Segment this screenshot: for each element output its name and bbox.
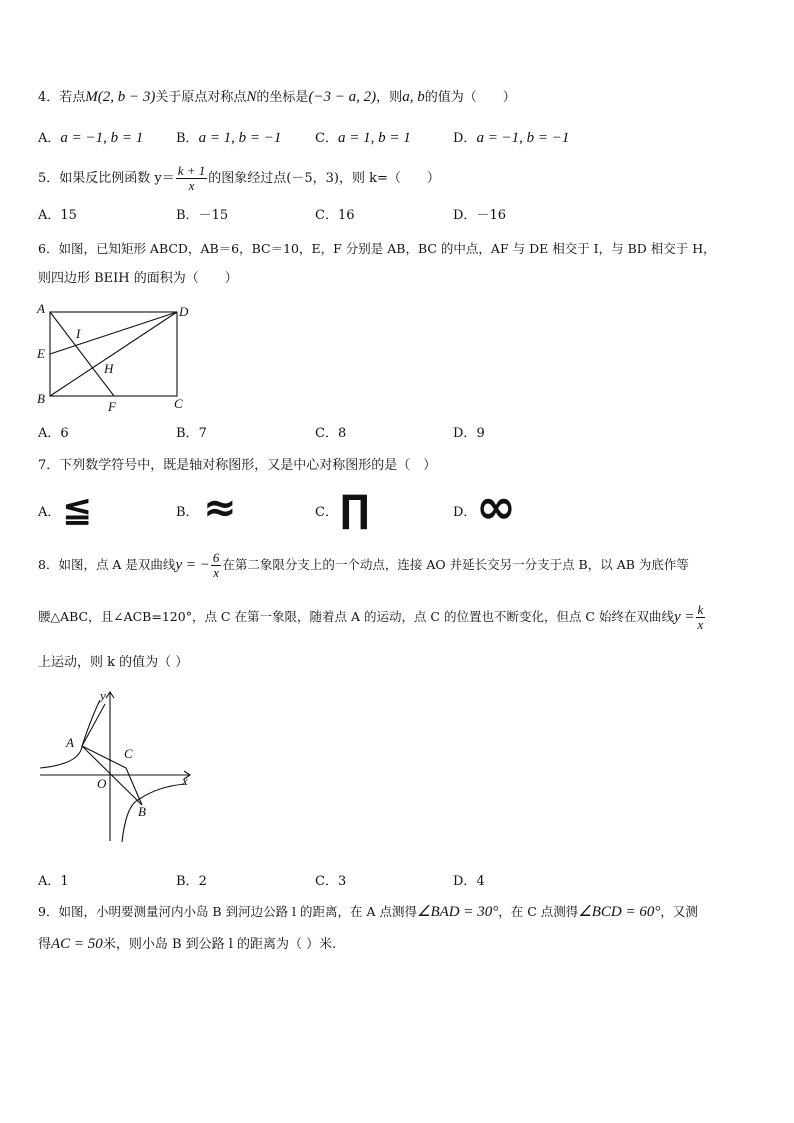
q8-hyperbola-figure	[34, 686, 204, 846]
label-d: D	[179, 304, 189, 319]
q4-stem	[38, 88, 516, 107]
q9-angle-bcd: ∠BCD = 60°	[578, 904, 661, 920]
label-a: A	[66, 735, 74, 750]
q6-option-c[interactable]: C．8	[315, 426, 347, 441]
q5-stem	[38, 163, 440, 195]
q9-line1: 9．如图，小明要测量河内小岛 B 到河边公路 l 的距离，在 A 点测得∠BAD = 30°，在 C 点测得∠BCD = 60°，又测	[38, 904, 698, 920]
segment-af	[50, 312, 114, 396]
q6-option-b[interactable]: B．7	[176, 426, 207, 441]
hyperbola-branch-2	[40, 700, 100, 768]
q9-ac-length: AC = 50	[51, 936, 103, 952]
q4-option-b[interactable]: B．a = 1, b = −1	[176, 130, 282, 146]
hyperbola-branch-4	[122, 784, 186, 842]
q5-option-c[interactable]: C．16	[315, 208, 355, 223]
product-symbol: ∏	[340, 487, 370, 531]
q7-option-b[interactable]: B．	[176, 505, 199, 520]
label-b: B	[138, 804, 146, 819]
q6-option-a[interactable]: A．6	[38, 426, 69, 441]
label-c: C	[174, 396, 183, 411]
label-x: x	[182, 773, 188, 788]
q9-line2: 得AC = 50米，则小岛 B 到公路 l 的距离为（ ）米.	[38, 936, 337, 952]
q8-line1: 8．如图，点 A 是双曲线y = − $\frac{6}{x}$ 在第二象限分支上的一个动点，连接 AO 并延长交另一分支于点 B，以 AB 为底作等	[38, 550, 689, 580]
segment-ay	[82, 704, 105, 746]
q7-option-a[interactable]: A．	[38, 505, 61, 520]
q4-point-m: M(2, b − 3)	[85, 89, 156, 105]
segment-cb	[126, 768, 142, 805]
q8-fraction-1: $\frac{6}{x}$	[212, 550, 220, 580]
q7-option-c[interactable]: C．	[315, 505, 338, 520]
less-than-or-equal-symbol: ≦	[62, 489, 93, 530]
q4-mid: 关于原点对称点	[155, 90, 247, 105]
q8-option-d[interactable]: D．4	[453, 874, 485, 889]
q4-n-coord: (−3 − a, 2)	[308, 89, 377, 105]
q6-option-d[interactable]: D．9	[453, 426, 485, 441]
label-e: E	[37, 346, 45, 361]
label-a: A	[37, 302, 45, 316]
q8-line3: 上运动，则 k 的值为（ ）	[38, 655, 189, 670]
q9-angle-bad: ∠BAD = 30°	[417, 904, 499, 920]
label-b: B	[37, 391, 45, 406]
q6-line1: 6．如图，已知矩形 ABCD，AB＝6，BC＝10，E，F 分别是 AB，BC 的中点，AF 与 DE 相交于 I，与 BD 相交于 H，	[38, 241, 716, 256]
q5-option-a[interactable]: A．15	[38, 208, 77, 223]
q4-option-a[interactable]: A．a = −1, b = 1	[38, 130, 144, 146]
q7-option-d[interactable]: D．	[453, 505, 477, 520]
label-y: y	[100, 688, 106, 703]
label-o: O	[97, 776, 107, 791]
q4-prefix: 4．若点	[38, 90, 86, 105]
q8-line2: 腰△ABC，且∠ACB=120°，点 C 在第一象限，随着点 A 的运动，点 C 的位置也不断变化，但点 C 始终在双曲线y = $\frac{k}{x}$	[38, 602, 704, 632]
segment-bd	[50, 312, 177, 396]
q4-point-n: N	[246, 89, 257, 105]
q8-option-b[interactable]: B．2	[176, 874, 207, 889]
q7-stem: 7．下列数学符号中，既是轴对称图形，又是中心对称图形的是（ ）	[38, 458, 437, 473]
q8-fraction-2: $\frac{k}{x}$	[697, 602, 704, 632]
label-c: C	[124, 746, 133, 761]
label-f: F	[108, 399, 116, 414]
q4-comma: ，则	[376, 90, 403, 105]
q8-option-c[interactable]: C．3	[315, 874, 347, 889]
approximately-equal-symbol: ≈	[203, 485, 237, 531]
segment-de	[50, 312, 177, 354]
q4-option-c[interactable]: C．a = 1, b = 1	[315, 130, 411, 146]
q4-option-d[interactable]: D．a = −1, b = −1	[453, 130, 570, 146]
q5-option-b[interactable]: B．－15	[176, 208, 229, 223]
infinity-symbol: ∞	[476, 479, 516, 535]
q5-suffix: 的图象经过点(－5，3)，则 k=（ ）	[208, 171, 440, 186]
q6-line2: 则四边形 BEIH 的面积为（ ）	[38, 271, 238, 286]
q5-fraction: $\frac{k + 1}{x}$	[177, 163, 206, 193]
segment-ac	[82, 746, 126, 768]
q5-prefix: 5．如果反比例函数 y＝	[38, 171, 175, 186]
q8-option-a[interactable]: A．1	[38, 874, 69, 889]
label-i: I	[76, 326, 81, 341]
q5-option-d[interactable]: D．－16	[453, 208, 506, 223]
q6-rectangle-figure	[34, 302, 204, 414]
q4-mid2: 的坐标是	[256, 90, 309, 105]
q4-ab: a, b	[402, 89, 425, 105]
label-h: H	[104, 361, 114, 376]
q4-suffix: 的值为（ ）	[424, 90, 516, 105]
